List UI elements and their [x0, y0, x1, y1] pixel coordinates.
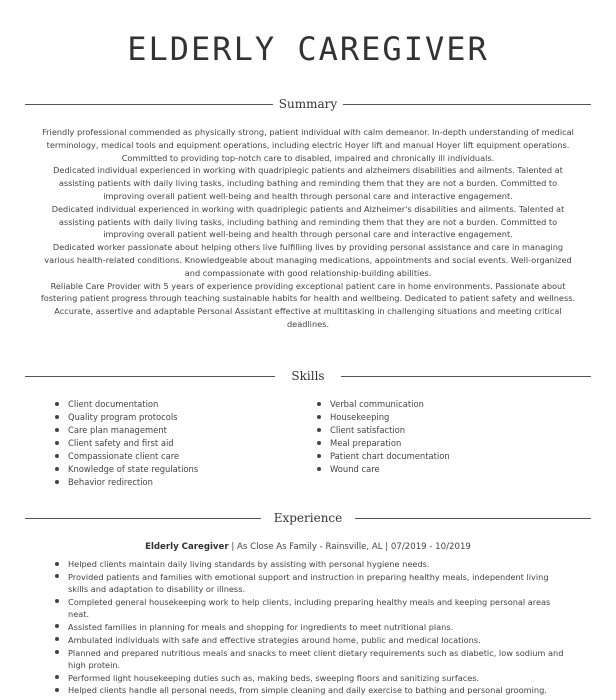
job-duty: Helped clients maintain daily living standards by assisting with personal hygiene needs. — [55, 558, 565, 570]
skill-item: Client documentation — [55, 398, 295, 411]
job-separator: | — [385, 542, 389, 552]
skill-item: Knowledge of state regulations — [55, 463, 295, 476]
job-dates: 07/2019 - 10/2019 — [390, 542, 471, 552]
summary-heading: Summary — [278, 97, 338, 111]
experience-section-header — [25, 511, 591, 525]
skill-item: Wound care — [317, 463, 557, 476]
experience-heading: Experience — [273, 511, 343, 525]
skill-item: Care plan management — [55, 424, 295, 437]
skill-item: Verbal communication — [317, 398, 557, 411]
experience-divider-right — [355, 518, 591, 519]
job-header — [0, 542, 616, 552]
skills-divider-right — [341, 376, 591, 377]
skill-item: Patient chart documentation — [317, 450, 557, 463]
resume-name: ELDERLY CAREGIVER — [127, 30, 489, 68]
job-duty: Performed light housekeeping duties such as, making beds, sweeping floors and sanitizing surfaces. — [55, 672, 565, 684]
summary-text — [40, 126, 576, 331]
job-duty: Ambulated individuals with safe and effective strategies around home, public and medical locations. — [55, 634, 565, 646]
summary-paragraph: Reliable Care Provider with 5 years of experience providing exceptional patient care in home environments. Passionate about fostering patient progress through teaching sustainable habits for health and wellbeing. Dedicated to patient safety and wellness. — [40, 280, 576, 304]
job-duty: Assisted families in planning for meals and shopping for ingredients to meet nutritional plans. — [55, 621, 565, 633]
job-title: Elderly Caregiver — [145, 542, 229, 552]
skill-item: Client safety and first aid — [55, 437, 295, 450]
skills-heading: Skills — [291, 369, 325, 383]
summary-divider-right — [343, 104, 591, 105]
summary-paragraph: Accurate, assertive and adaptable Personal Assistant effective at multitasking in challenging situations and meeting critical deadlines. — [54, 306, 562, 329]
summary-paragraph: Friendly professional commended as physically strong, patient individual with calm demeanor. In-depth understanding of medical terminology, medical tools and equipment operations, including electric Hoyer lift and manual Hoyer lift equipment operations. Committed to providing top-notch care to disabled, impaired and chronically ill individuals. — [42, 127, 574, 163]
job-separator: | — [231, 542, 235, 552]
skills-section-header — [25, 369, 591, 383]
skill-item: Housekeeping — [317, 411, 557, 424]
skills-list-right — [317, 398, 557, 476]
summary-paragraph: Dedicated individual experienced in working with quadriplegic patients and alzheimers disabilities and ailments. Talented at assisting patients with daily living tasks, including bathing and reminding them that they are not a burden. Committed to improving overall patient well-being and health through personal care and interactive engagement. — [53, 165, 563, 201]
job-duty: Helped clients handle all personal needs, from simple cleaning and daily exercise to bathing and personal grooming. — [55, 684, 565, 696]
summary-paragraph: Dedicated worker passionate about helping others live fulfilling lives by providing personal assistance and care in managing various health-related conditions. Knowledgeable about managing medications, appointments and social events. Well-organized and compassionate with good relationship-building abilities. — [44, 242, 572, 278]
job-duties-list — [55, 558, 565, 697]
skill-item: Quality program protocols — [55, 411, 295, 424]
job-duty: Provided patients and families with emotional support and instruction in preparing healthy meals, independent living skills and adaptation to disability or illness. — [55, 571, 565, 596]
skill-item: Meal preparation — [317, 437, 557, 450]
summary-paragraph: Dedicated individual experienced in working with quadriplegic patients and Alzheimer's disabilities and ailments. Talented at assisting patients with daily living tasks, including bathing and reminding them that they are not a burden. Committed to improving overall patient well-being and health through personal care and interactive engagement. — [51, 203, 565, 240]
job-duty: Planned and prepared nutritious meals and snacks to meet client dietary requirements such as diabetic, low sodium and high protein. — [55, 647, 565, 672]
skill-item: Client satisfaction — [317, 424, 557, 437]
summary-section-header — [25, 97, 591, 111]
skill-item: Compassionate client care — [55, 450, 295, 463]
job-duty: Completed general housekeeping work to help clients, including preparing healthy meals and keeping personal areas neat. — [55, 596, 565, 621]
skills-list-left — [55, 398, 295, 489]
job-company: As Close As Family - Rainsville, AL — [236, 542, 383, 552]
skill-item: Behavior redirection — [55, 476, 295, 489]
